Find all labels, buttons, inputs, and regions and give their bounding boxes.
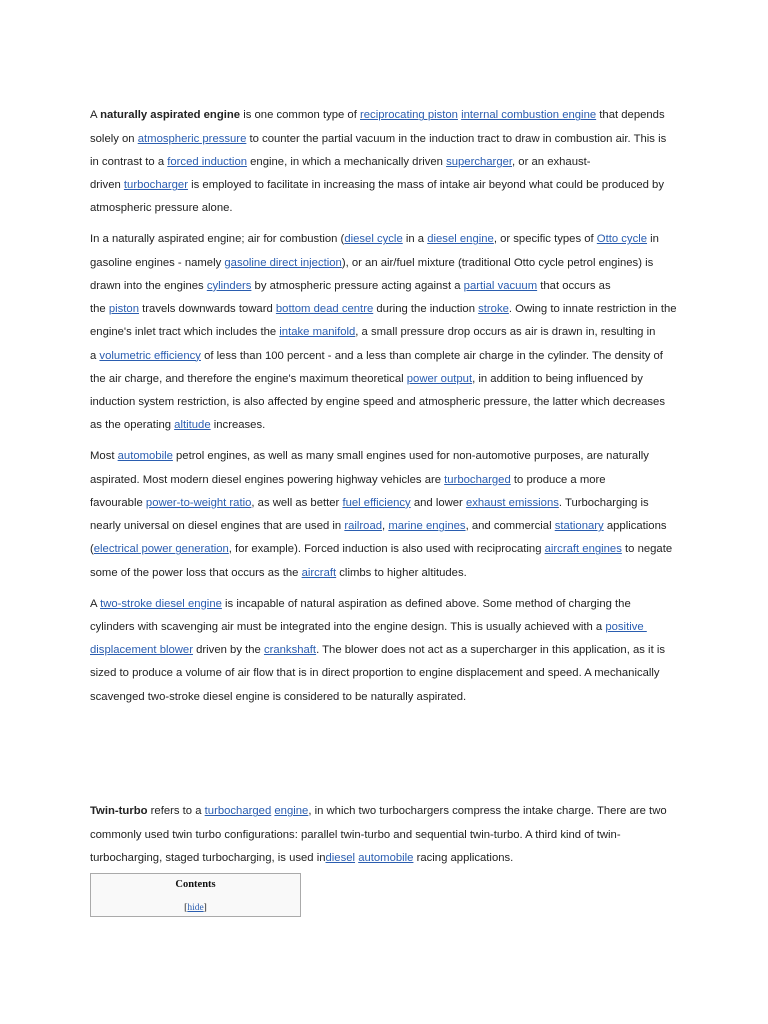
text-line bbox=[90, 128, 690, 151]
link-two-stroke-diesel-engine[interactable]: two-stroke diesel engine bbox=[100, 597, 222, 610]
text-run: drawn into the engines bbox=[90, 279, 207, 292]
link-crankshaft[interactable]: crankshaft bbox=[263, 644, 317, 657]
link-turbocharged[interactable]: turbocharged bbox=[444, 473, 511, 486]
toc-bracket-open: [ bbox=[184, 903, 188, 913]
text-line bbox=[90, 368, 690, 391]
link-supercharger[interactable]: supercharger bbox=[446, 155, 513, 168]
text-run: solely on bbox=[90, 132, 138, 145]
text-line bbox=[90, 252, 690, 275]
paragraph bbox=[90, 104, 690, 220]
link-displacement-blower[interactable]: displacement blower bbox=[90, 644, 193, 657]
text-line bbox=[90, 562, 690, 585]
text-run: the bbox=[90, 303, 109, 316]
link-engine[interactable]: engine bbox=[274, 805, 309, 818]
link-altitude[interactable]: altitude bbox=[174, 419, 211, 432]
text-run: is incapable of natural aspiration as defined above. Some method of charging the bbox=[221, 597, 631, 610]
link-marine-engines[interactable]: marine engines bbox=[388, 520, 466, 533]
link-aircraft[interactable]: aircraft bbox=[301, 566, 337, 579]
text-line bbox=[90, 151, 690, 174]
link-stroke[interactable]: stroke bbox=[478, 303, 509, 316]
text-run: travels downwards toward bbox=[139, 303, 276, 316]
text-line bbox=[90, 824, 690, 847]
text-run: , in addition to being influenced by bbox=[472, 372, 643, 385]
text-line bbox=[90, 345, 690, 368]
text-line bbox=[90, 662, 690, 685]
link-atmospheric-pressure[interactable]: atmospheric pressure bbox=[137, 132, 247, 145]
text-run: . Turbocharging is bbox=[558, 496, 649, 509]
link-railroad[interactable]: railroad bbox=[344, 520, 383, 533]
link-diesel-cycle[interactable]: diesel cycle bbox=[344, 233, 403, 246]
text-run: climbs to higher altitudes. bbox=[336, 566, 467, 579]
link-power-output[interactable]: power output bbox=[406, 372, 473, 385]
text-line bbox=[90, 639, 690, 662]
text-run: as the operating bbox=[90, 419, 175, 432]
toc-hide-link[interactable]: hide bbox=[187, 903, 204, 913]
text-run: turbocharging, staged turbocharging, is used in bbox=[90, 851, 326, 864]
article-section-twin-turbo bbox=[90, 800, 690, 878]
link-forced-induction[interactable]: forced induction bbox=[167, 155, 248, 168]
text-run: is one common type of bbox=[240, 109, 360, 122]
text-run: applications bbox=[603, 520, 667, 533]
paragraph bbox=[90, 593, 690, 709]
text-run: refers to a bbox=[147, 805, 205, 818]
text-run: , bbox=[382, 520, 389, 533]
text-run: ), or an air/fuel mixture (traditional Otto cycle petrol engines) is bbox=[341, 256, 654, 269]
toc-bracket-close: ] bbox=[203, 903, 207, 913]
text-run: in contrast to a bbox=[90, 155, 168, 168]
text-line bbox=[90, 616, 690, 639]
link-automobile[interactable]: automobile bbox=[117, 450, 173, 463]
toc-toggle bbox=[91, 901, 300, 915]
text-run: of less than 100 percent - and a less than complete air charge in the cylinder. The density of bbox=[200, 349, 663, 362]
link-intake-manifold[interactable]: intake manifold bbox=[279, 326, 356, 339]
text-run: sized to produce a volume of air flow that is in direct proportion to engine displacement and speed. A mechanically bbox=[90, 667, 660, 680]
text-run: induction system restriction, is also affected by engine speed and atmospheric pressure, the latter which decreases bbox=[90, 396, 665, 409]
text-run: during the induction bbox=[373, 303, 479, 316]
link-cylinders[interactable]: cylinders bbox=[206, 279, 252, 292]
text-line bbox=[90, 104, 690, 127]
text-run: favourable bbox=[90, 496, 146, 509]
text-run: nearly universal on diesel engines that are used in bbox=[90, 520, 345, 533]
link-positive[interactable]: positive bbox=[605, 620, 647, 633]
text-run: , as well as better bbox=[251, 496, 343, 509]
link-turbocharger[interactable]: turbocharger bbox=[123, 179, 188, 192]
text-run: atmospheric pressure alone. bbox=[90, 202, 233, 215]
text-run: ( bbox=[90, 543, 94, 556]
text-run: some of the power loss that occurs as the bbox=[90, 566, 302, 579]
text-run: driven bbox=[90, 179, 124, 192]
link-volumetric-efficiency[interactable]: volumetric efficiency bbox=[99, 349, 201, 362]
text-line bbox=[90, 492, 690, 515]
text-line bbox=[90, 321, 690, 344]
link-turbocharged[interactable]: turbocharged bbox=[204, 805, 272, 818]
text-line bbox=[90, 469, 690, 492]
text-line bbox=[90, 174, 690, 197]
text-run: In a naturally aspirated engine; air for combustion ( bbox=[90, 233, 345, 246]
text-line bbox=[90, 228, 690, 251]
text-run: engine, in which a mechanically driven bbox=[247, 155, 447, 168]
text-run: to counter the partial vacuum in the induction tract to draw in combustion air. This is bbox=[246, 132, 667, 145]
link-diesel[interactable]: diesel bbox=[325, 851, 356, 864]
link-aircraft-engines[interactable]: aircraft engines bbox=[544, 543, 622, 556]
table-of-contents bbox=[90, 873, 301, 917]
text-run: , a small pressure drop occurs as air is drawn in, resulting in bbox=[355, 326, 656, 339]
text-run: A bbox=[90, 109, 101, 122]
bold-term-naturally-aspirated-engine: naturally aspirated engine bbox=[100, 109, 241, 122]
text-line bbox=[90, 593, 690, 616]
text-run: . The blower does not act as a supercharger in this application, as it is bbox=[316, 644, 666, 657]
text-run: increases. bbox=[210, 419, 266, 432]
text-line bbox=[90, 847, 690, 870]
text-line bbox=[90, 686, 690, 709]
link-otto-cycle[interactable]: Otto cycle bbox=[596, 233, 648, 246]
text-run: racing applications. bbox=[413, 851, 514, 864]
text-line bbox=[90, 414, 690, 437]
link-reciprocating-piston[interactable]: reciprocating piston bbox=[360, 109, 458, 122]
text-run: by atmospheric pressure acting against a bbox=[251, 279, 464, 292]
text-line bbox=[90, 515, 690, 538]
text-run: aspirated. Most modern diesel engines powering highway vehicles are bbox=[90, 473, 445, 486]
text-line bbox=[90, 800, 690, 823]
text-run: Most bbox=[90, 450, 118, 463]
text-line bbox=[90, 391, 690, 414]
link-power-to-weight-ratio[interactable]: power-to-weight ratio bbox=[145, 496, 252, 509]
text-run: . Owing to innate restriction in the bbox=[508, 303, 677, 316]
text-run: gasoline engines - namely bbox=[90, 256, 225, 269]
link-automobile[interactable]: automobile bbox=[358, 851, 414, 864]
paragraph bbox=[90, 228, 690, 437]
text-run: commonly used twin turbo configurations: parallel twin-turbo and sequential twin-turbo. A third kind of twin- bbox=[90, 828, 621, 841]
link-internal-combustion-engine[interactable]: internal combustion engine bbox=[461, 109, 597, 122]
toc-title: Contents bbox=[175, 879, 216, 890]
paragraph bbox=[90, 445, 690, 585]
article-section-naturally-aspirated-engine bbox=[90, 104, 690, 716]
text-run: A bbox=[90, 597, 101, 610]
text-run: , in which two turbochargers compress the intake charge. There are two bbox=[308, 805, 667, 818]
text-run: , for example). Forced induction is also used with reciprocating bbox=[228, 543, 545, 556]
link-exhaust-emissions[interactable]: exhaust emissions bbox=[465, 496, 559, 509]
paragraph bbox=[90, 800, 690, 870]
text-line bbox=[90, 298, 690, 321]
text-run: , or an exhaust- bbox=[512, 155, 591, 168]
text-run: , or specific types of bbox=[493, 233, 597, 246]
text-run: a bbox=[90, 349, 100, 362]
text-line bbox=[90, 538, 690, 561]
text-run: that occurs as bbox=[537, 279, 611, 292]
bold-term-twin-turbo: Twin-turbo bbox=[90, 805, 148, 818]
link-electrical-power-generation[interactable]: electrical power generation bbox=[93, 543, 229, 556]
text-run: is employed to facilitate in increasing the mass of intake air beyond what could be produced by bbox=[187, 179, 664, 192]
link-piston[interactable]: piston bbox=[108, 303, 139, 316]
link-diesel-engine[interactable]: diesel engine bbox=[427, 233, 494, 246]
text-run: that depends bbox=[596, 109, 665, 122]
text-run: scavenged two-stroke diesel engine is considered to be naturally aspirated. bbox=[90, 690, 467, 703]
link-gasoline-direct-injection[interactable]: gasoline direct injection bbox=[224, 256, 342, 269]
text-run: engine's inlet tract which includes the bbox=[90, 326, 280, 339]
text-run: cylinders with scavenging air must be integrated into the engine design. This is usually achieved with a bbox=[90, 620, 606, 633]
text-run: in a bbox=[402, 233, 428, 246]
text-run: the air charge, and therefore the engine's maximum theoretical bbox=[90, 372, 407, 385]
text-run: , and commercial bbox=[465, 520, 555, 533]
link-stationary[interactable]: stationary bbox=[554, 520, 604, 533]
text-run: to negate bbox=[621, 543, 673, 556]
text-run: and lower bbox=[410, 496, 466, 509]
text-run: petrol engines, as well as many small engines used for non-automotive purposes, are naturally bbox=[172, 450, 649, 463]
text-run: driven by the bbox=[192, 644, 264, 657]
link-fuel-efficiency[interactable]: fuel efficiency bbox=[342, 496, 411, 509]
text-line bbox=[90, 445, 690, 468]
link-partial-vacuum[interactable]: partial vacuum bbox=[463, 279, 538, 292]
text-line bbox=[90, 275, 690, 298]
text-run: to produce a more bbox=[510, 473, 606, 486]
text-run: in bbox=[647, 233, 659, 246]
link-bottom-dead-centre[interactable]: bottom dead centre bbox=[275, 303, 374, 316]
text-line bbox=[90, 197, 690, 220]
